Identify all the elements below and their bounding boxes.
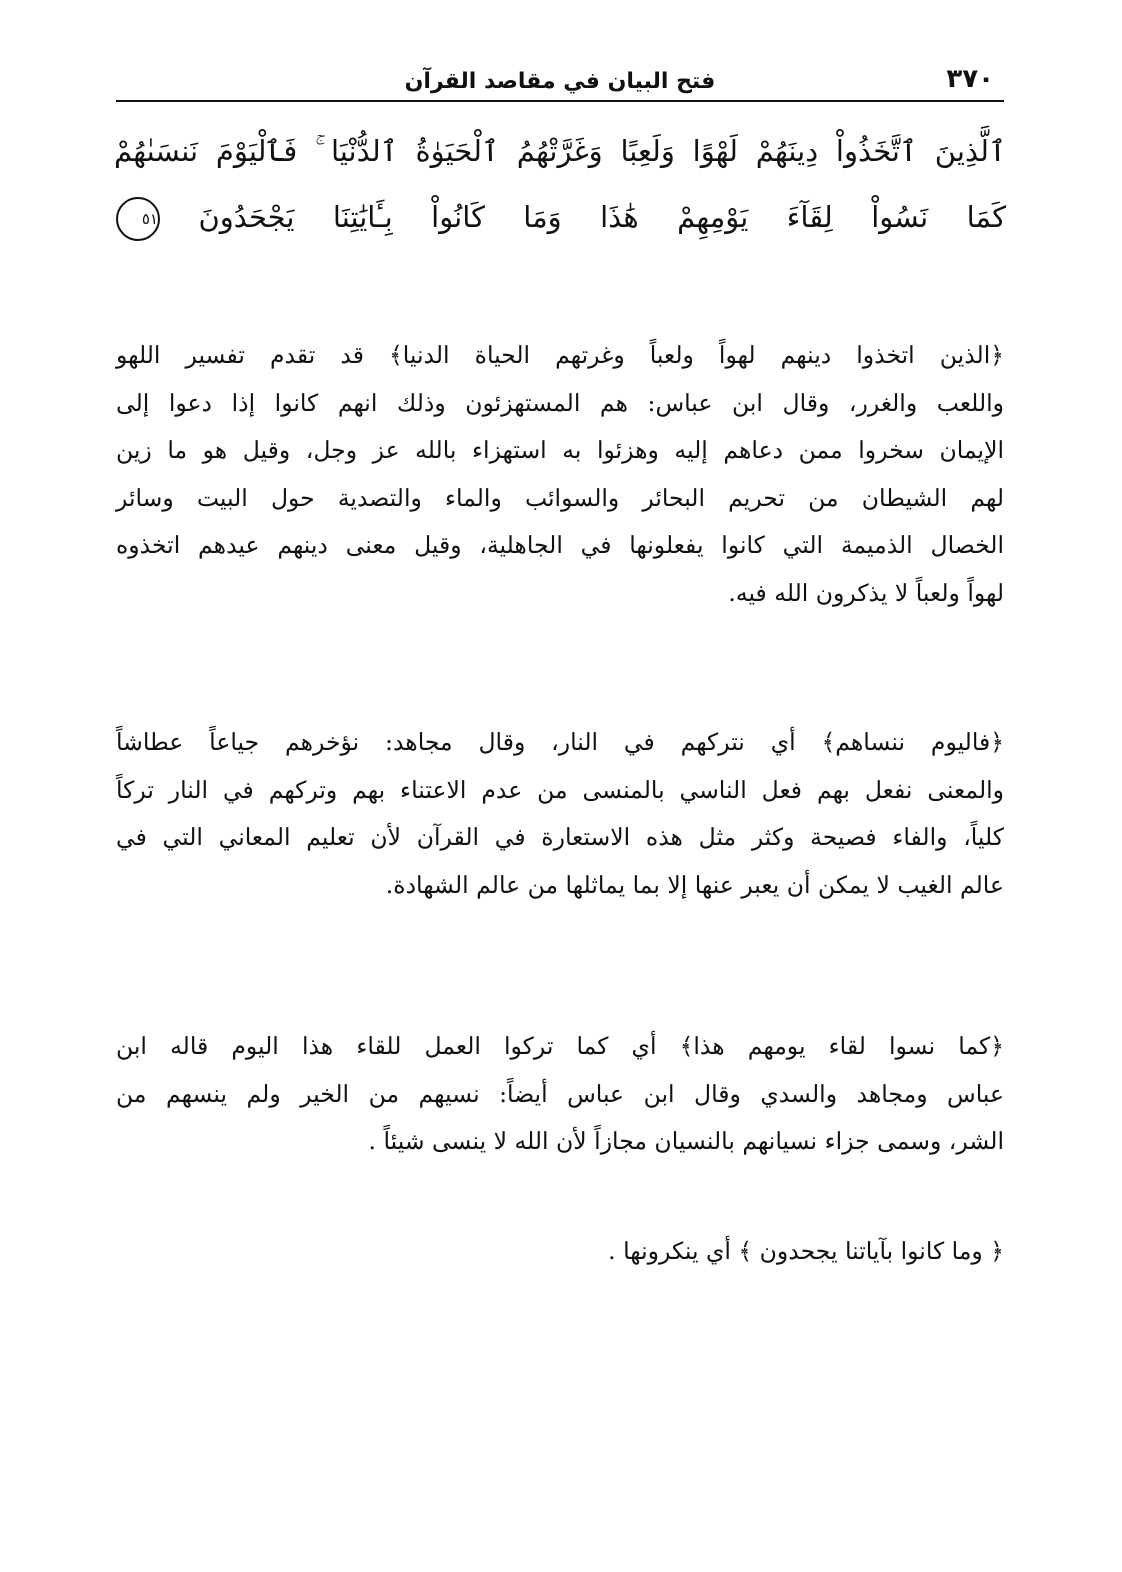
quran-verse-line-2 [114, 184, 1006, 250]
tafsir-paragraph-3 [116, 1023, 1004, 1166]
paragraph-line: ﴿ وما كانوا بآياتنا يجحدون ﴾ أي ينكرونها . [608, 1237, 1004, 1265]
quran-verse-line-1: ٱلَّذِينَ ٱتَّخَذُواْ دِينَهُمْ لَهْوًا وَلَعِبًا وَغَرَّتْهُمُ ٱلْحَيَوٰةُ ٱلدُّنْيَا ۚ فَٱلْيَوْمَ نَنسَىٰهُمْ [114, 134, 1006, 168]
paragraph-line: ﴿كما نسوا لقاء يومهم هذا﴾ أي كما تركوا العمل للقاء هذا اليوم قاله ابن [116, 1032, 1004, 1060]
page-header [116, 58, 1004, 102]
tafsir-paragraph-4 [116, 1228, 1004, 1276]
paragraph-line: الخصال الذميمة التي كانوا يفعلونها في الجاهلية، وقيل معنى دينهم عيدهم اتخذوه [116, 531, 1004, 559]
quran-verse-line-2-text: كَمَا نَسُواْ لِقَآءَ يَوْمِهِمْ هَٰذَا وَمَا كَانُواْ بِـَٔايَٰتِنَا يَجْحَدُونَ [198, 200, 1007, 234]
running-title: فتح البيان في مقاصد القرآن [404, 69, 716, 94]
paragraph-line: كلياً، والفاء فصيحة وكثر مثل هذه الاستعارة في القرآن لأن تعليم المعاني التي في [116, 823, 1004, 851]
paragraph-line: ﴿فاليوم ننساهم﴾ أي نتركهم في النار، وقال مجاهد: نؤخرهم جياعاً عطاشاً [116, 728, 1004, 756]
paragraph-line: واللعب والغرر، وقال ابن عباس: هم المستهزئون وذلك انهم كانوا إذا دعوا إلى [116, 388, 1004, 417]
paragraph-line: عالم الغيب لا يمكن أن يعبر عنها إلا بما يماثلها من عالم الشهادة. [385, 870, 1004, 899]
quran-verse [114, 118, 1006, 250]
paragraph-line: الشر، وسمى جزاء نسيانهم بالنسيان مجازاً لأن الله لا ينسى شيئاً . [368, 1127, 1004, 1155]
paragraph-line: لهم الشيطان من تحريم البحائر والسوائب والماء والتصدية حول البيت وسائر [116, 483, 1004, 512]
paragraph-line: والمعنى نفعل بهم فعل الناسي بالمنسى من عدم الاعتناء بهم وتركهم في النار تركاً [116, 775, 1004, 804]
verse-number-marker: ٥١ [116, 197, 160, 241]
paragraph-line: ﴿الذين اتخذوا دينهم لهواً ولعباً وغرتهم الحياة الدنيا﴾ قد تقدم تفسير اللهو [116, 341, 1004, 369]
paragraph-line: عباس ومجاهد والسدي وقال ابن عباس أيضاً: نسيهم من الخير ولم ينسهم من [116, 1079, 1004, 1108]
tafsir-paragraph-1 [116, 332, 1004, 617]
tafsir-paragraph-2 [116, 719, 1004, 909]
paragraph-line: الإيمان سخروا ممن دعاهم إليه وهزئوا به استهزاء بالله عز وجل، وقيل هو ما زين [116, 436, 1004, 464]
page-number: ٣٧٠ [946, 64, 994, 94]
paragraph-line: لهواً ولعباً لا يذكرون الله فيه. [728, 578, 1004, 607]
